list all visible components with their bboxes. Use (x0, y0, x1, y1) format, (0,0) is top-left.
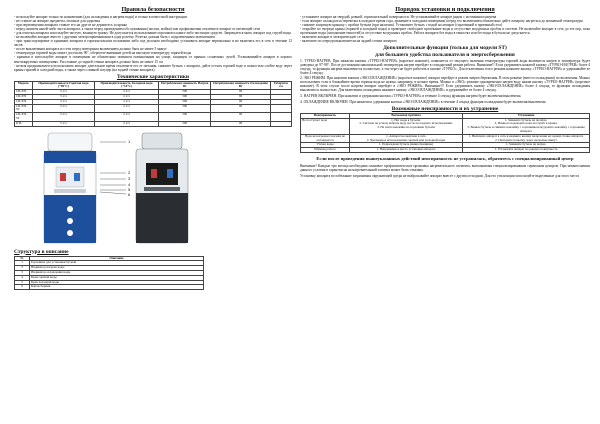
spec-header: Габариты см (270, 81, 291, 90)
faults-cell: 1. Включите аппарат в сеть и нажмите кнопку включения на задней стенке аппарата 2. Повторите попытку через несколько минут (463, 134, 590, 143)
spec-cell: 5 л/ч (32, 90, 94, 95)
faults-cell: 1. Повреждена бутыль (микротрещины) (350, 143, 463, 148)
spec-cell: 90 (211, 121, 270, 126)
faults-header: Неисправность (301, 113, 350, 118)
install-item: - откройте по очереди краны (горячей и холодной воды) и проверьте свободное протекание воды и отсутствие воздушных пробок в системе. Не включайте аппарат в сеть до тех пор, пока протекание воды (заполнение емкостей) и отсутствие воздушных пробок. Работа аппарата без воды в емкостях или без воды в бутыли не допускается. (300, 27, 590, 36)
install-item: - включите по очереди выключатели на задней стенке аппарата (300, 39, 397, 44)
spec-cell: 16L/EN (15, 90, 33, 95)
parts-cell: 6 (15, 285, 30, 290)
spec-cell: 16L/EN (15, 99, 33, 104)
faults-header: Устранение (463, 113, 590, 118)
safety-item: - для очистки аппарата используйте чистую, влажную тряпку. Не допускается использование порошков и каких-либо чистящих средств. Запрещается мыть аппарат под струей воды (14, 31, 291, 36)
spec-cell: 2 л/ч (95, 90, 159, 95)
parts-cell: 2 (15, 266, 30, 271)
spec-cell: 2 л/ч (95, 113, 159, 122)
spec-header: Потребляемая мощность Нагрев Вт (159, 81, 211, 90)
spec-cell: 500 (159, 99, 211, 104)
extra-item: 3. НАГРЕВ ВКЛЮЧЕН. При нажатии и удержании кнопки «ТУРБО-НАГРЕВ» в течение 4 секунд функция нагрева будет включена/выключена. (300, 93, 522, 98)
faults-cell: 1. Замените бутыль на полную. 2. Немного подождать пока поступит в краны. 3. Выньте бутыль и снимите наклейку с горловины или удалите наклейку с горловины аппарата (463, 118, 590, 134)
spec-cell: 500 (159, 113, 211, 122)
spec-cell: KTL (15, 121, 33, 126)
safety-item: - после выключения аппарата из сети перед повторным включением должно быть не менее 5 минут (14, 47, 167, 52)
spec-header: Потребляемая мощность Охлаждение Вт (211, 81, 270, 90)
table-row (301, 134, 590, 143)
safety-item: - нельзя предназначается использовать аппарат длительное время отключите его от питания, снимите бутыль с аппарата, дайте остыть горячей воде и полностью слейте воду через краны горячей и холодной воды, а также через сливной штуцер (на задней стенке аппарата). (14, 63, 292, 72)
spec-header: Производительность Горячая вода (+90°С) (32, 81, 94, 90)
spec-cell: 500 (159, 90, 211, 95)
callout-label: 1 (128, 138, 131, 144)
extra-title: Дополнительные функции (только для модели ST) (383, 45, 507, 52)
faults-cell: 1. Аппарат не включен в сеть 2. Чрезмерное использование горячей или холодной воды (350, 134, 463, 143)
parts-cell: Каплесборник (30, 285, 204, 290)
disposal-note: Установку аппарата во избежание загрязнения окружающей среды не выбрасывайте аппарат вместе с другим отходами. Для его утилизации используйте выделенные для этого места (300, 174, 579, 179)
spec-cell: 90 (211, 95, 270, 100)
safety-title: Правила безопасности (121, 6, 185, 13)
spec-table (14, 81, 292, 127)
faults-cell: Шумная работа (301, 148, 350, 153)
extra-list (300, 59, 590, 103)
attention-note: Внимание! Каждые три месяца необходима плановое профилактическое промывка нагревательного элемента, выполняемая специализированным сервисным центром. При невыполнении данного условия в гарантии на на нагревательный элемент может быть отказано. (300, 163, 590, 173)
cooler-black-silver (136, 133, 188, 243)
spec-cell: 5 л/ч (32, 95, 94, 100)
parts-cell: 5 (15, 280, 30, 285)
faults-title: Возможные неисправности и их устранение (391, 105, 499, 112)
spec-cell: 5 л/ч (32, 121, 94, 126)
install-item: - если аппарат охлаждался (перевозка в холодное время года, хранение в холодном помещении) перед его включением обязательно дайте аппарату нагреться до комнатной температуры (300, 19, 583, 24)
table-row (301, 148, 590, 153)
faults-cell: 1. Замените бутыль на новую. (463, 143, 590, 148)
faults-cell: Вода не нагревается и/или не охлаждается (301, 134, 350, 143)
cooler-white-blue (44, 133, 96, 243)
callout-label: 6 (128, 191, 131, 197)
install-item: - включите аппарат в электрическую сеть (300, 35, 364, 40)
parts-header: Описание (30, 256, 204, 261)
service-note: Если после проведения вышеуказанных действий неисправность не устранилась, обратитесь с специализированный центр (316, 155, 574, 161)
spec-cell: 5 л/ч (32, 99, 94, 104)
parts-title: Структура в описание (14, 248, 69, 255)
spec-cell: 90 (211, 99, 270, 104)
extra-item: 1. ТУРБО-НАГРЕВ. При нажатии кнопки «ТУРБО-НАГРЕВ» (короткое нажатие), появляется от текущего значения температуры горячей воды включится нагрев и температура будет доведена до 97-98°. После достижения максимальной температуры нагрев перейдет в стандартный режим работы. Внимание!! Если удерживать нажатой кнопку «ТУРБО-НАГРЕВ» более 4 секунд, то функция нагрева выключится полностью, а тэн через не будет работать в кнопке «ТУРБО». Для отключения этого режима нажмите кнопку «ТУРБО-НАГРЕВ» и удерживайте ее более 4 секунд. (300, 59, 590, 76)
spec-cell: 500 (159, 95, 211, 100)
parts-cell: Индикатор охлаждения воды (30, 271, 204, 276)
parts-cell: Кран холодной воды (30, 280, 204, 285)
spec-cell (270, 113, 291, 122)
spec-header: Производительность Холодная вода (+10°С) (95, 81, 159, 90)
parts-cell: 3 (15, 271, 30, 276)
spec-cell: 5 л/ч (32, 113, 94, 122)
install-title: Порядок установки и подключения (395, 6, 495, 13)
spec-cell: 2 л/ч (95, 99, 159, 104)
right-column (300, 6, 590, 178)
safety-item: - используйте аппарат только по назначению (для охлаждения и нагрева воды) и только в поместной инструкции (14, 15, 187, 19)
safety-item: - при транспортировке и хранении аппарата в горизонтальном положении либо под уклоном необходимо установить аппарат вертикально и не включать его в сеть в течение 12 часов (14, 39, 292, 48)
parts-table (14, 256, 204, 291)
cooler-illustration (14, 129, 292, 247)
parts-cell: 4 (15, 275, 30, 280)
parts-header: № (15, 256, 30, 261)
safety-item: - краники в используйте аппарат в помещении не обязательно повышен повышенным на улице, защищен от прямых солнечных лучей. Устанавливайте аппарат в хорошо вентилируемых помещениях. Расстояние до задней стенки аппарата должно быть не менее 15 см (14, 55, 292, 64)
callout-label: 3 (128, 175, 131, 181)
spec-cell: 90 (211, 113, 270, 122)
spec-cell: 500 (159, 121, 211, 126)
callout-label: 2 (128, 169, 131, 175)
table-row (15, 121, 292, 126)
left-column (14, 6, 292, 290)
install-list (300, 15, 590, 43)
table-row (301, 118, 590, 134)
install-item: - снимите защитную крышку с пробки бутыли (при наличии). Установите бутыль с водой на аппарат (горловиной в приемный стол) (300, 23, 503, 28)
spec-cell: 5 л/ч (32, 104, 94, 113)
extra-item: 2. ЭКО РЕЖИМ. При нажатии кнопки «ЭКО/ОХЛАЖДЕНИЕ» (короткое нажатие) аппарат перейдет в режим энергосбережения. В этом режиме (вместо охлаждения) по включения. Можно использовать если в ближайшее время горячая вода не нужна, например, в ночное время. Можно в «ЭКО» режиме одновременно нагрев воду нажав кнопку «ТУРБО-НАГРЕВ» (короткое нажатие). В этом случае после нагрева аппарат перейдет в «ЭКО РЕЖИМ». Внимание!!! Если удерживать кнопку «ЭКО/ОХЛАЖДЕНИЕ» более 4 секунд, то функция охлаждения выключится полностью. Для включения охлаждения нажмите кнопку «ЭКО/ОХЛАЖДЕНИЕ» и удерживайте ее более 4 секунд. (300, 75, 590, 92)
table-row (15, 285, 204, 290)
safety-item: - при перемещении аппарата ставьте его на другое не держитесь за краны (14, 23, 127, 28)
spec-cell: 16L/EN-ST (15, 104, 33, 113)
spec-cell: 16L/EN-ST (15, 113, 33, 122)
faults-cell: 1. Установите аппарат на ровную поверхность (463, 148, 590, 153)
safety-item: - перед снятием какой-либо части аппарата, а также перед проведением обслуживания (чистки, мойки) или профилактики отключите аппарат от питающей сети (14, 27, 260, 32)
table-row (15, 113, 292, 122)
callout-label: 5 (128, 186, 131, 192)
spec-header: Модель (15, 81, 33, 90)
safety-item: - не ставьте на аппарат предметы, опасные для здоровья (14, 19, 100, 24)
faults-cell: Не поступает вода (301, 118, 350, 134)
spec-cell: 2 л/ч (95, 95, 159, 100)
safety-item: - не включайте аппарат вместе с другими электроприемниками в одну розетку. Розетка должна быть с подключенным заземлением (14, 35, 215, 40)
safety-list (14, 15, 292, 72)
table-row (15, 104, 292, 113)
spec-cell: 90 (211, 90, 270, 95)
faults-header: Возможная причина (350, 113, 463, 118)
parts-cell: Горловина для установки бутыли (30, 261, 204, 266)
spec-cell: 90 (211, 104, 270, 113)
faults-cell: Утечка воды (301, 143, 350, 148)
faults-cell: 1. Неправильное место установки аппарата (350, 148, 463, 153)
parts-cell: Кран горячей воды (30, 275, 204, 280)
callout-label: 4 (128, 181, 131, 187)
spec-header-row (15, 81, 292, 90)
spec-cell (270, 104, 291, 113)
callouts (100, 139, 131, 197)
spec-cell: 2 л/ч (95, 104, 159, 113)
cooler-drawing (14, 129, 292, 247)
spec-cell (270, 121, 291, 126)
safety-item: - температура горячей воды может достигать 90°, оберегите внимание детей на высокую температуру горячей воды (14, 51, 192, 56)
spec-cell: 16L/EN (15, 95, 33, 100)
install-item: - установите аппарат на твердой, ровной, горизонтальной поверхности. Не устанавливайте аппарат рядом с источником нагрева (300, 15, 497, 19)
spec-cell: 500 (159, 104, 211, 113)
extra-subtitle: для большего удобства пользователя и энергосбережения (375, 52, 515, 59)
parts-cell: 1 (15, 261, 30, 266)
faults-cell: 1. Нет воды в бутыли. 2. Система не успела набрать воду после последнего использования. 3. Не снята наклейка на горловине бутыли (350, 118, 463, 134)
faults-table (300, 113, 590, 153)
spec-title: Технические характеристики (116, 73, 190, 80)
spec-cell: 2 л/ч (95, 121, 159, 126)
parts-cell: Индикатор нагрева воды (30, 266, 204, 271)
extra-item: 4. ОХЛАЖДЕНИЕ ВКЛЮЧЕН. При нажатии и удержании кнопки «ЭКО/ОХЛАЖДЕНИЕ» в течение 4 секунд функция охлаждения будет включена/выключена. (300, 99, 547, 104)
